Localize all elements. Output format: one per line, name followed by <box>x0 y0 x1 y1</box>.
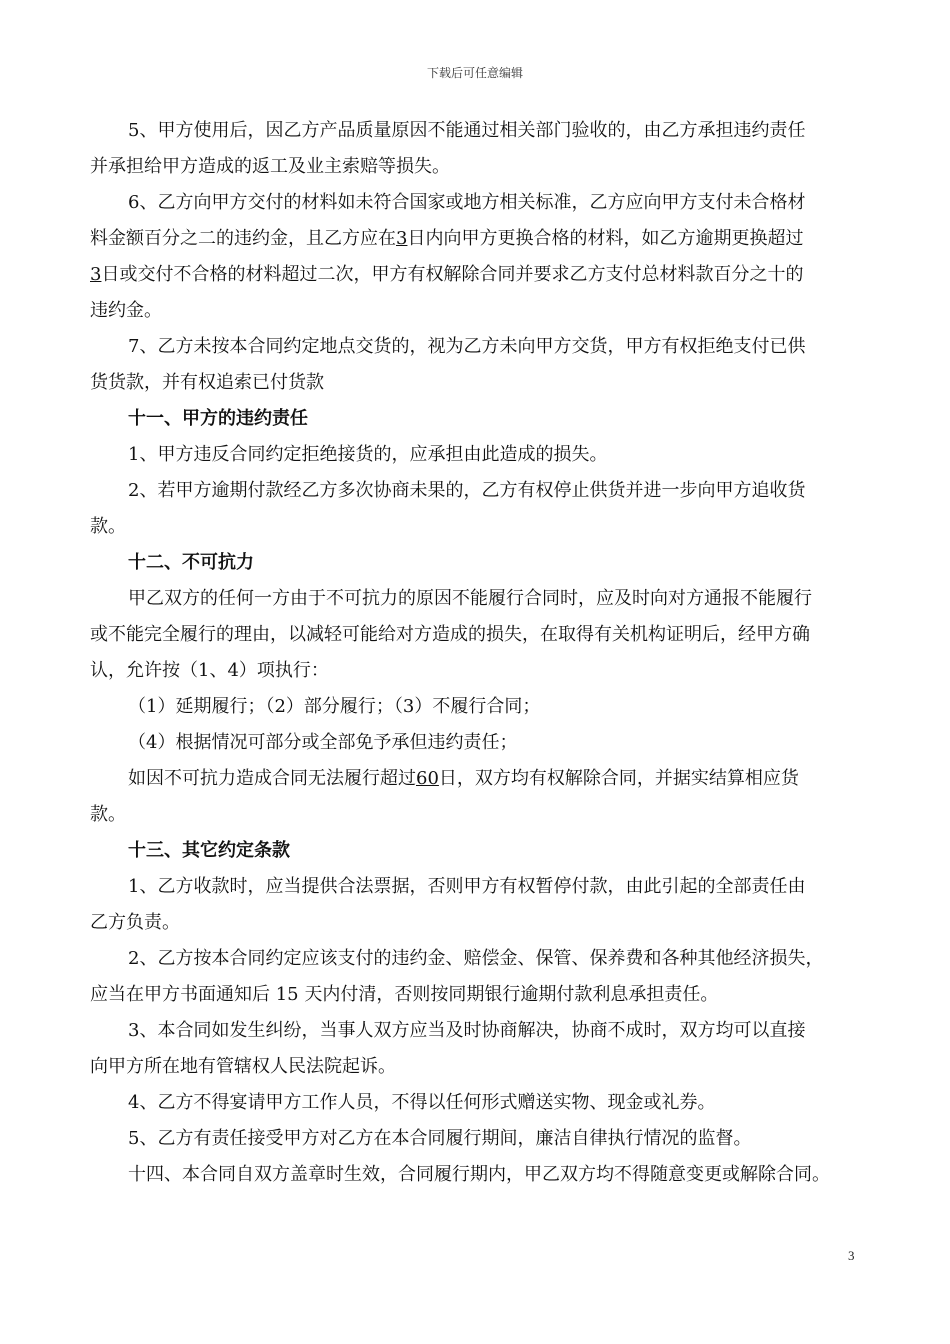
paragraph-line: 货货款，并有权追索已付货款 <box>90 372 324 393</box>
underlined-value: 3 <box>90 264 102 285</box>
section-heading-12: 十二、不可抗力 <box>128 552 254 573</box>
paragraph-line: 向甲方所在地有管辖权人民法院起诉。 <box>90 1056 396 1077</box>
document-body <box>90 120 870 1200</box>
page-header: 下载后可任意编辑 <box>426 66 523 80</box>
paragraph-line: 十四、本合同自双方盖章时生效，合同履行期内，甲乙双方均不得随意变更或解除合同。 <box>128 1164 830 1185</box>
paragraph-line: 5、乙方有责任接受甲方对乙方在本合同履行期间，廉洁自律执行情况的监督。 <box>128 1128 752 1149</box>
text-run: 日，双方均有权解除合同，并据实结算相应货 <box>438 768 799 789</box>
text-run: 料金额百分之二的违约金，且乙方应在 <box>90 228 396 249</box>
page-number: 3 <box>848 1248 855 1263</box>
paragraph-line <box>90 228 870 250</box>
paragraph-line: 或不能完全履行的理由，以减轻可能给对方造成的损失，在取得有关机构证明后，经甲方确 <box>90 624 810 645</box>
paragraph-line: 3、本合同如发生纠纷，当事人双方应当及时协商解决，协商不成时，双方均可以直接 <box>128 1020 806 1041</box>
text-run: 日或交付不合格的材料超过二次，甲方有权解除合同并要求乙方支付总材料款百分之十的 <box>101 264 804 285</box>
paragraph-line: 2、若甲方逾期付款经乙方多次协商未果的，乙方有权停止供货并进一步向甲方追收货 <box>128 480 806 501</box>
paragraph-line: 5、甲方使用后，因乙方产品质量原因不能通过相关部门验收的，由乙方承担违约责任 <box>128 120 806 141</box>
text-run: 日内向甲方更换合格的材料，如乙方逾期更换超过 <box>407 228 804 249</box>
paragraph-line: 应当在甲方书面通知后 15 天内付清，否则按同期银行逾期付款利息承担责任。 <box>90 984 719 1005</box>
paragraph-line: 款。 <box>90 804 126 825</box>
paragraph-line: 7、乙方未按本合同约定地点交货的，视为乙方未向甲方交货，甲方有权拒绝支付已供 <box>128 336 806 357</box>
paragraph-line <box>90 264 870 286</box>
paragraph-line: 认，允许按（1、4）项执行： <box>90 660 329 681</box>
paragraph-line: 2、乙方按本合同约定应该支付的违约金、赔偿金、保管、保养费和各种其他经济损失， <box>128 948 824 969</box>
paragraph-line: 并承担给甲方造成的返工及业主索赔等损失。 <box>90 156 450 177</box>
text-run: 如因不可抗力造成合同无法履行超过 <box>128 768 416 789</box>
section-heading-11: 十一、甲方的违约责任 <box>128 408 308 429</box>
paragraph-line: 1、甲方违反合同约定拒绝接货的，应承担由此造成的损失。 <box>128 444 608 465</box>
paragraph-line: 甲乙双方的任何一方由于不可抗力的原因不能履行合同时，应及时向对方通报不能履行 <box>128 588 812 609</box>
underlined-value: 60 <box>416 768 439 789</box>
underlined-value: 3 <box>396 228 408 249</box>
paragraph-line: 1、乙方收款时，应当提供合法票据，否则甲方有权暂停付款，由此引起的全部责任由 <box>128 876 806 897</box>
paragraph-line: 违约金。 <box>90 300 162 321</box>
paragraph-line <box>90 768 870 790</box>
list-item: （1）延期履行；（2）部分履行；（3）不履行合同； <box>128 696 541 717</box>
paragraph-line: 4、乙方不得宴请甲方工作人员，不得以任何形式赠送实物、现金或礼券。 <box>128 1092 716 1113</box>
paragraph-line: 款。 <box>90 516 126 537</box>
paragraph-line: 乙方负责。 <box>90 912 180 933</box>
list-item: （4）根据情况可部分或全部免予承但违约责任； <box>128 732 518 753</box>
paragraph-line: 6、乙方向甲方交付的材料如未符合国家或地方相关标准，乙方应向甲方支付未合格材 <box>128 192 806 213</box>
section-heading-13: 十三、其它约定条款 <box>128 840 290 861</box>
